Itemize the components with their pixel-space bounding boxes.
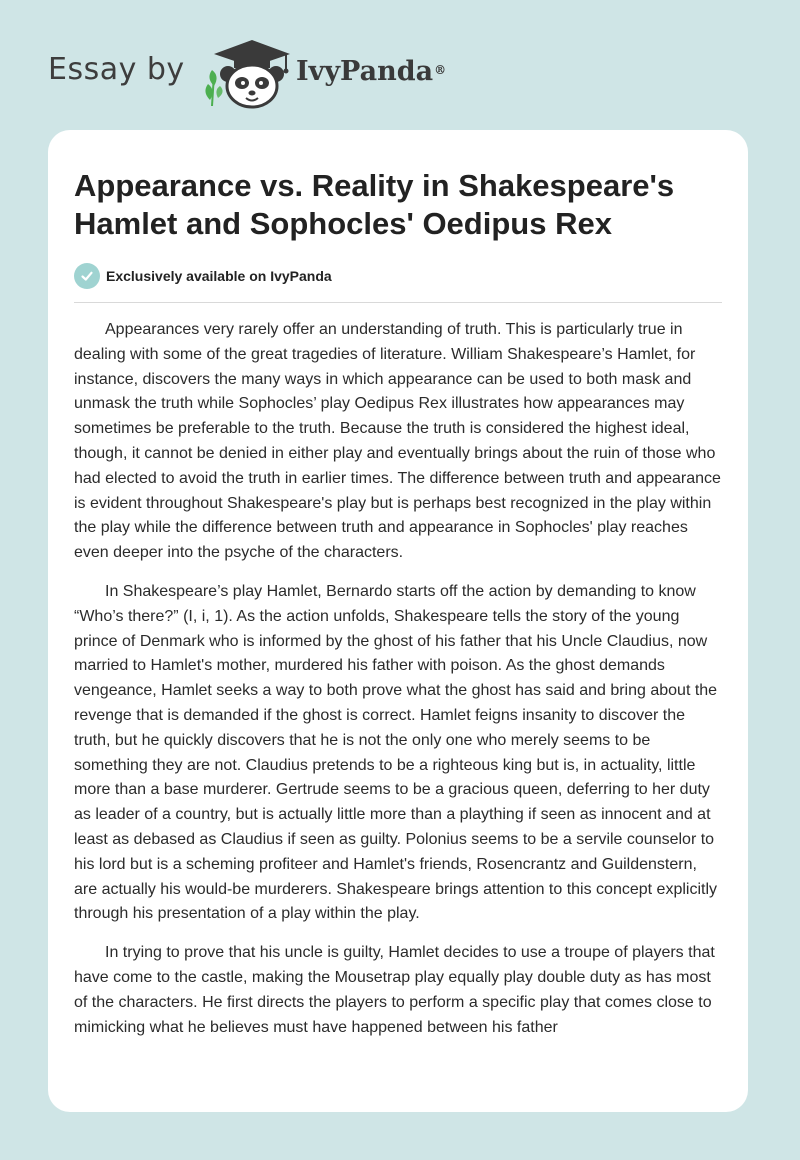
exclusive-badge [74,262,332,290]
paragraph: Appearances very rarely offer an understanding of truth. This is particularly true in dealing with some of the great tragedies of literature. William Shakespeare’s Hamlet, for instance, discovers the many ways in which appearance can be used to both mask and unmask the truth while Sophocles’ play Oedipus Rex illustrates how appearances may sometimes be preferable to the truth. Because the truth is considered the highest ideal, though, it cannot be denied in either play and eventually brings about the ruin of those who had elected to avoid the truth in earlier times. The difference between truth and appearance is evident throughout Shakespeare's play but is perhaps best recognized in the play within the play while the difference between truth and appearance in Sophocles' play reaches even deeper into the psyche of the characters. [74,321,721,562]
essay-card [48,130,748,1112]
registered-mark: ® [434,63,447,77]
brand-text: IvyPanda [296,56,434,87]
paragraph: In Shakespeare’s play Hamlet, Bernardo starts off the action by demanding to know “Who’s there?” (I, i, 1). As the action unfolds, Shakespeare tells the story of the young prince of Denmark who is informed by the ghost of his father that his Uncle Claudius, now married to Hamlet's mother, murdered his father with poison. As the ghost demands vengeance, Hamlet seeks a way to both prove what the ghost has said and bring about the revenge that is demanded if the ghost is correct. Hamlet feigns insanity to discover the truth, but he quickly discovers that he is not the only one who merely seems to be something they are not. Claudius pretends to be a righteous king but is, in actuality, little more than a base murderer. Gertrude seems to be a gracious queen, deferring to her duty as leader of a country, but is actually little more than a plaything if seen as innocent and at least as debased as Claudius if seen as guilty. Polonius seems to be a servile counselor to his lord but is a scheming profiteer and Hamlet's friends, Rosencrantz and Guildenstern, are actually his would-be murderers. Shakespeare brings attention to this concept explicitly through his presentation of a play within the play. [74,582,718,923]
exclusive-label: Exclusively available on IvyPanda [106,268,332,284]
essay-title: Appearance vs. Reality in Shakespeare's Hamlet and Sophocles' Oedipus Rex [74,168,675,241]
site-header [0,0,800,130]
paragraph: In trying to prove that his uncle is guilty, Hamlet decides to use a troupe of players that have come to the castle, making the Mousetrap play equally play double duty as has most of the characters. He first directs the players to perform a specific play that comes close to mimicking what he believes must have happened between his father [74,944,715,1036]
essay-body [74,318,724,1054]
brand-name[interactable] [296,55,446,89]
check-icon [74,263,100,289]
panda-graduate-icon[interactable] [200,34,296,110]
essay-by-label: Essay by [48,52,185,87]
divider [74,302,722,303]
